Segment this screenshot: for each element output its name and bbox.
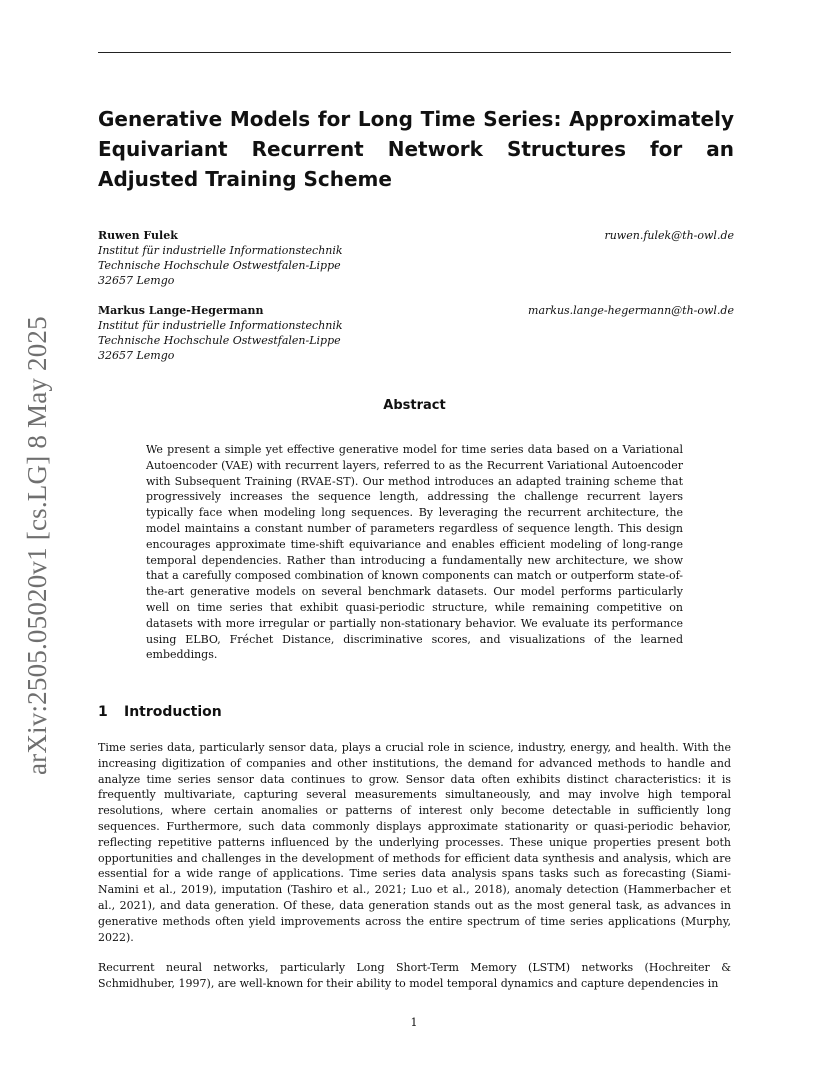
author-email[interactable]: markus.lange-hegermann@th-owl.de xyxy=(528,304,734,317)
arxiv-identifier[interactable]: arXiv:2505.05020v1 [cs.LG] 8 May 2025 xyxy=(22,316,52,775)
author-university: Technische Hochschule Ostwestfalen-Lippe xyxy=(98,259,341,272)
author-block xyxy=(98,303,734,363)
author-name: Markus Lange-Hegermann xyxy=(98,304,264,317)
body-paragraph: Time series data, particularly sensor data, plays a crucial role in science, industry, energy, and health. With the increasing digitization of companies and other institutions, the demand for advanced methods to handle and analyze time series sensor data continues to grow. Sensor data often exhibits distinct characteristics: it is frequently multivariate, capturing several measurements simultaneously, and may involve high temporal resolutions, where certain anomalies or patterns of interest only become detectable in sufficiently long sequences. Furthermore, such data commonly displays approximate stationarity or quasi-periodic behavior, reflecting repetitive patterns influenced by the underlying processes. These unique properties present both opportunities and challenges in the development of methods for efficient data synthesis and analysis, which are essential for a wide range of applications. Time series data analysis spans tasks such as forecasting (Siami-Namini et al., 2019), imputation (Tashiro et al., 2021; Luo et al., 2018), anomaly detection (Hammerbacher et al., 2021), and data generation. Of these, data generation stands out as the most general task, as advances in generative methods often yield improvements across the entire spectrum of time series applications (Murphy, 2022). xyxy=(98,741,731,944)
section-heading xyxy=(98,704,222,720)
author-city: 32657 Lemgo xyxy=(98,274,175,287)
paper-title: Generative Models for Long Time Series: Approximately Equivariant Recurrent Network Structures for an Adjusted Training Scheme xyxy=(98,107,734,191)
section-title: Introduction xyxy=(124,704,222,720)
top-rule xyxy=(98,52,731,53)
author-university: Technische Hochschule Ostwestfalen-Lippe xyxy=(98,334,341,347)
author-email[interactable]: ruwen.fulek@th-owl.de xyxy=(604,229,734,242)
author-institute: Institut für industrielle Informationstechnik xyxy=(98,244,343,257)
author-block xyxy=(98,228,734,288)
abstract-text: We present a simple yet effective generative model for time series data based on a Variational Autoencoder (VAE) with recurrent layers, referred to as the Recurrent Variational Autoencoder with Subsequent Training (RVAE-ST). Our method introduces an adapted training scheme that progressively increases the sequence length, addressing the challenge recurrent layers typically face when modeling long sequences. By leveraging the recurrent architecture, the model maintains a constant number of parameters regardless of sequence length. This design encourages approximate time-shift equivariance and enables efficient modeling of long-range temporal dependencies. Rather than introducing a fundamentally new architecture, we show that a carefully composed combination of known components can match or outperform state-of-the-art generative models on several benchmark datasets. Our model performs particularly well on time series that exhibit quasi-periodic structure, while remaining competitive on datasets with more irregular or partially non-stationary behavior. We evaluate its performance using ELBO, Fréchet Distance, discriminative scores, and visualizations of the learned embeddings. xyxy=(146,443,683,662)
body-paragraph: Recurrent neural networks, particularly Long Short-Term Memory (LSTM) networks (Hochreiter & Schmidhuber, 1997), are well-known for their ability to model temporal dynamics and capture dependencies in xyxy=(98,961,731,990)
section-number: 1 xyxy=(98,704,108,720)
page-number: 1 xyxy=(410,1016,418,1029)
abstract-heading: Abstract xyxy=(383,398,446,413)
author-city: 32657 Lemgo xyxy=(98,349,175,362)
author-institute: Institut für industrielle Informationstechnik xyxy=(98,319,343,332)
author-name: Ruwen Fulek xyxy=(98,229,178,242)
